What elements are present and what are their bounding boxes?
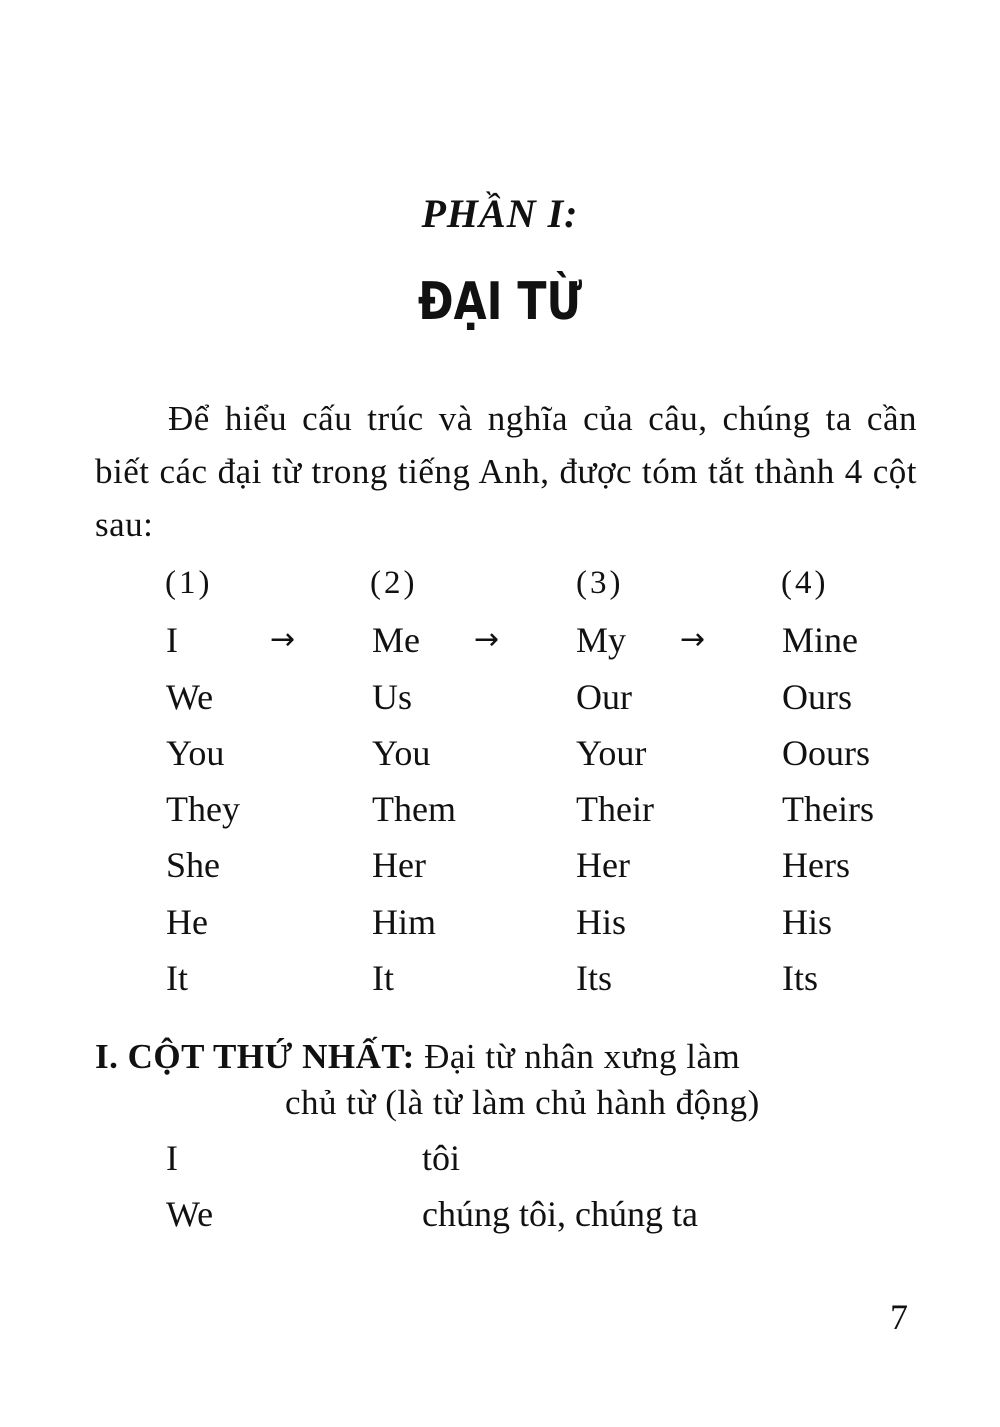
table-header: (1) (165, 565, 213, 601)
term: We (166, 1194, 214, 1234)
main-title: ĐẠI TỪ (417, 272, 583, 332)
intro-paragraph: Để hiểu cấu trúc và nghĩa của câu, chúng ta cần biết các đại từ trong tiếng Anh, được tóm tắt thành 4 cột sau: (95, 399, 917, 544)
section-heading: I. CỘT THỨ NHẤT: (95, 1037, 415, 1076)
table-cell: Your (576, 733, 647, 773)
table-cell: My (576, 620, 627, 660)
table-cell: Ours (782, 677, 852, 717)
section-heading-line (95, 1034, 740, 1080)
table-cell: Theirs (782, 789, 874, 829)
table-cell: Mine (782, 620, 858, 660)
table-cell: We (166, 677, 214, 717)
table-cell: Them (372, 789, 456, 829)
table-cell: They (166, 789, 240, 829)
term: I (166, 1138, 178, 1178)
table-cell: It (372, 958, 394, 998)
page-number: 7 (890, 1297, 908, 1337)
table-cell: Our (576, 677, 632, 717)
section-description: Đại từ nhân xưng làm (424, 1037, 741, 1076)
table-cell: Its (782, 958, 818, 998)
table-cell: Their (576, 789, 654, 829)
table-cell: Its (576, 958, 612, 998)
table-cell: I (166, 620, 178, 660)
table-header: (3) (576, 565, 624, 601)
table-cell: Hers (782, 845, 850, 885)
table-cell: It (166, 958, 188, 998)
table-cell: She (166, 845, 220, 885)
right-arrow-icon: → (680, 622, 706, 657)
table-cell: Her (372, 845, 426, 885)
right-arrow-icon: → (474, 622, 500, 657)
meaning: tôi (422, 1138, 461, 1178)
table-cell: Me (372, 620, 420, 660)
table-cell: Him (372, 902, 437, 942)
part-title: PHẦN I: (421, 191, 579, 236)
section-description-continued: chủ từ (là từ làm chủ hành động) (285, 1083, 760, 1122)
right-arrow-icon: → (270, 622, 296, 657)
table-cell: His (782, 902, 833, 942)
table-cell: His (576, 902, 627, 942)
table-cell: Us (372, 677, 413, 717)
table-cell: Her (576, 845, 630, 885)
table-header: (4) (781, 565, 829, 601)
table-cell: He (166, 902, 208, 942)
table-cell: You (372, 733, 431, 773)
table-header: (2) (370, 565, 418, 601)
table-cell: Oours (782, 733, 870, 773)
meaning: chúng tôi, chúng ta (422, 1194, 698, 1234)
table-cell: You (166, 733, 225, 773)
